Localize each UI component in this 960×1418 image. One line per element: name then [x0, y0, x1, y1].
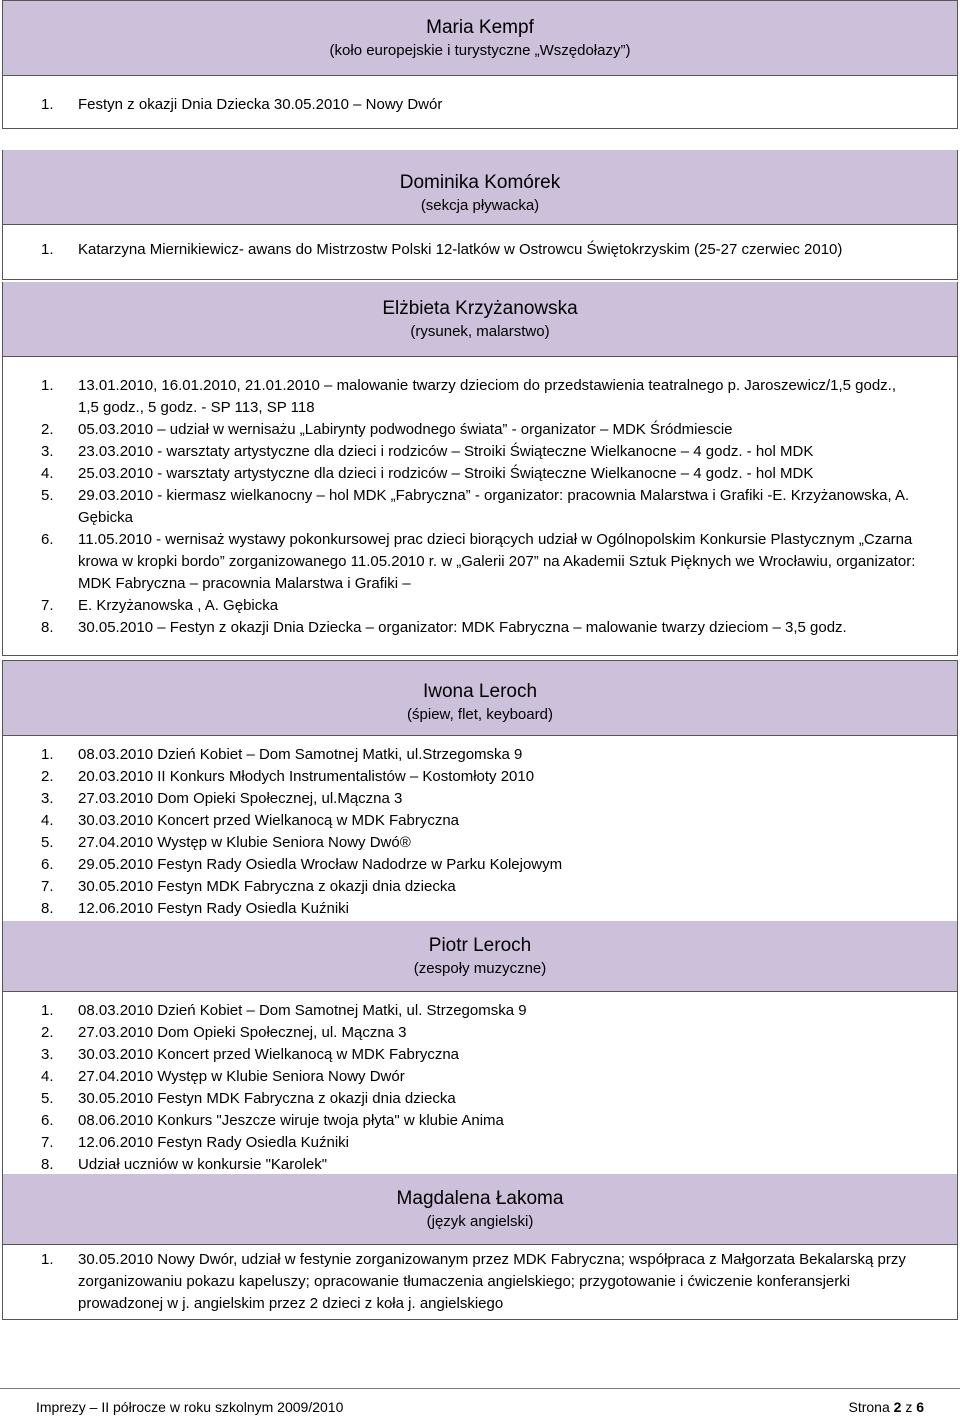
section-subtitle: (rysunek, malarstwo) [410, 323, 550, 340]
section-header [3, 150, 957, 225]
list-item: 1. Festyn z okazji Dnia Dziecka 30.05.2010 – Nowy Dwór [41, 96, 443, 113]
list-item: 7. 12.06.2010 Festyn Rady Osiedla Kuźniki [41, 1134, 349, 1151]
section-name: Magdalena Łakoma [396, 1188, 564, 1209]
page-current: 2 [893, 1399, 902, 1415]
section-name: Elżbieta Krzyżanowska [382, 298, 578, 319]
section-header [3, 1174, 957, 1245]
list-item: 6. 29.05.2010 Festyn Rady Osiedla Wrocław Nadodrze w Parku Kolejowym [41, 856, 563, 873]
section-iwona-leroch [2, 660, 958, 931]
section-subtitle: (koło europejskie i turystyczne „Wszędołazy”) [329, 42, 631, 59]
list-item: 8. 12.06.2010 Festyn Rady Osiedla Kuźniki [41, 900, 349, 917]
list-item: 1. 08.03.2010 Dzień Kobiet – Dom Samotnej Matki, ul. Strzegomska 9 [41, 1002, 527, 1019]
list-item: 3. 30.03.2010 Koncert przed Wielkanocą w MDK Fabryczna [41, 1046, 460, 1063]
section-header [3, 661, 957, 736]
section-subtitle: (zespoły muzyczne) [413, 960, 547, 977]
section-subtitle: (język angielski) [426, 1213, 534, 1230]
section-body [3, 225, 957, 279]
list-item: 2. 20.03.2010 II Konkurs Młodych Instrumentalistów – Kostomłoty 2010 [41, 768, 535, 785]
section-piotr-leroch [2, 921, 958, 1187]
section-header [3, 921, 957, 992]
section-body [3, 736, 957, 930]
section-body [3, 357, 957, 655]
section-name: Maria Kempf [426, 17, 534, 38]
list-item: 4. 25.03.2010 - warsztaty artystyczne dla dzieci i rodziców – Stroiki Świąteczne Wielkanocne – 4 godz. - hol MDK [41, 465, 814, 482]
list-item: 6. 11.05.2010 - wernisaż wystawy pokonkursowej prac dzieci biorących udział w Ogólnopolskim Konkursie Plastycznym „Czarna krowa w kropki bordo” zorganizowanego 11.05.2010 r. w „Galerii 207” na Akademii Sztuk Pięknych we Wrocławiu, organizator: MDK Fabryczna – pracownia Malarstwa i Grafiki – [41, 531, 916, 592]
page-sep: z [905, 1399, 913, 1415]
list-item: 1. 30.05.2010 Nowy Dwór, udział w festynie zorganizowanym przez MDK Fabryczna; współpraca z Małgorzata Bekalarską przy zorganizowaniu pokazu kapeluszy; opracowanie tłumaczenia angielskiego; przygotowanie i ćwiczenie konferansjerki prowadzonej w j. angielskim przez 2 dzieci z koła j. angielskiego [41, 1251, 906, 1312]
section-name: Piotr Leroch [428, 935, 532, 956]
page-total: 6 [916, 1399, 924, 1415]
section-body [3, 76, 957, 128]
page-footer [0, 1388, 960, 1418]
list-item: 1. Katarzyna Miernikiewicz- awans do Mistrzostw Polski 12-latków w Ostrowcu Świętokrzyskim (25-27 czerwiec 2010) [41, 241, 843, 258]
section-subtitle: (śpiew, flet, keyboard) [407, 706, 553, 723]
list-item: 7. E. Krzyżanowska , A. Gębicka [41, 597, 279, 614]
list-item: 5. 29.03.2010 - kiermasz wielkanocny – hol MDK „Fabryczna” - organizator: pracownia Malarstwa i Grafiki -E. Krzyżanowska, A. Gębicka [41, 487, 910, 526]
section-elzbieta-krzyzanowska [2, 282, 958, 656]
section-magdalena-lakoma [2, 1174, 958, 1320]
list-item: 8. 30.05.2010 – Festyn z okazji Dnia Dziecka – organizator: MDK Fabryczna – malowanie twarzy dzieciom – 3,5 godz. [41, 619, 847, 636]
page-number [848, 1399, 924, 1415]
list-item: 2. 05.03.2010 – udział w wernisażu „Labirynty podwodnego świata” - organizator – MDK Śródmiescie [41, 421, 733, 438]
list-item: 4. 27.04.2010 Występ w Klubie Seniora Nowy Dwór [41, 1068, 405, 1085]
section-body [3, 1245, 957, 1319]
list-item: 6. 08.06.2010 Konkurs "Jeszcze wiruje twoja płyta" w klubie Anima [41, 1112, 504, 1129]
list-item: 3. 27.03.2010 Dom Opieki Społecznej, ul.Mączna 3 [41, 790, 403, 807]
section-name: Iwona Leroch [422, 681, 538, 702]
section-header [3, 1, 957, 76]
list-item: 7. 30.05.2010 Festyn MDK Fabryczna z okazji dnia dziecka [41, 878, 456, 895]
list-item: 3. 23.03.2010 - warsztaty artystyczne dla dzieci i rodziców – Stroiki Świąteczne Wielkanocne – 4 godz. - hol MDK [41, 443, 814, 460]
section-body [3, 992, 957, 1186]
list-item: 8. Udział uczniów w konkursie "Karolek" [41, 1156, 328, 1173]
section-subtitle: (sekcja pływacka) [420, 197, 540, 214]
list-item: 5. 27.04.2010 Występ w Klubie Seniora Nowy Dwó® [41, 834, 411, 851]
footer-title: Imprezy – II półrocze w roku szkolnym 2009/2010 [36, 1399, 344, 1415]
list-item: 1. 08.03.2010 Dzień Kobiet – Dom Samotnej Matki, ul.Strzegomska 9 [41, 746, 523, 763]
list-item: 4. 30.03.2010 Koncert przed Wielkanocą w MDK Fabryczna [41, 812, 460, 829]
section-dominika-komorek [2, 150, 958, 280]
section-maria-kempf [2, 0, 958, 129]
page-label: Strona [848, 1399, 890, 1415]
section-header [3, 282, 957, 357]
list-item: 1. 13.01.2010, 16.01.2010, 21.01.2010 – malowanie twarzy dzieciom do przedstawienia teatralnego p. Jaroszewicz/1,5 godz., 1,5 godz., 5 godz. - SP 113, SP 118 [41, 377, 897, 416]
section-name: Dominika Komórek [399, 172, 561, 193]
list-item: 5. 30.05.2010 Festyn MDK Fabryczna z okazji dnia dziecka [41, 1090, 456, 1107]
list-item: 2. 27.03.2010 Dom Opieki Społecznej, ul. Mączna 3 [41, 1024, 407, 1041]
